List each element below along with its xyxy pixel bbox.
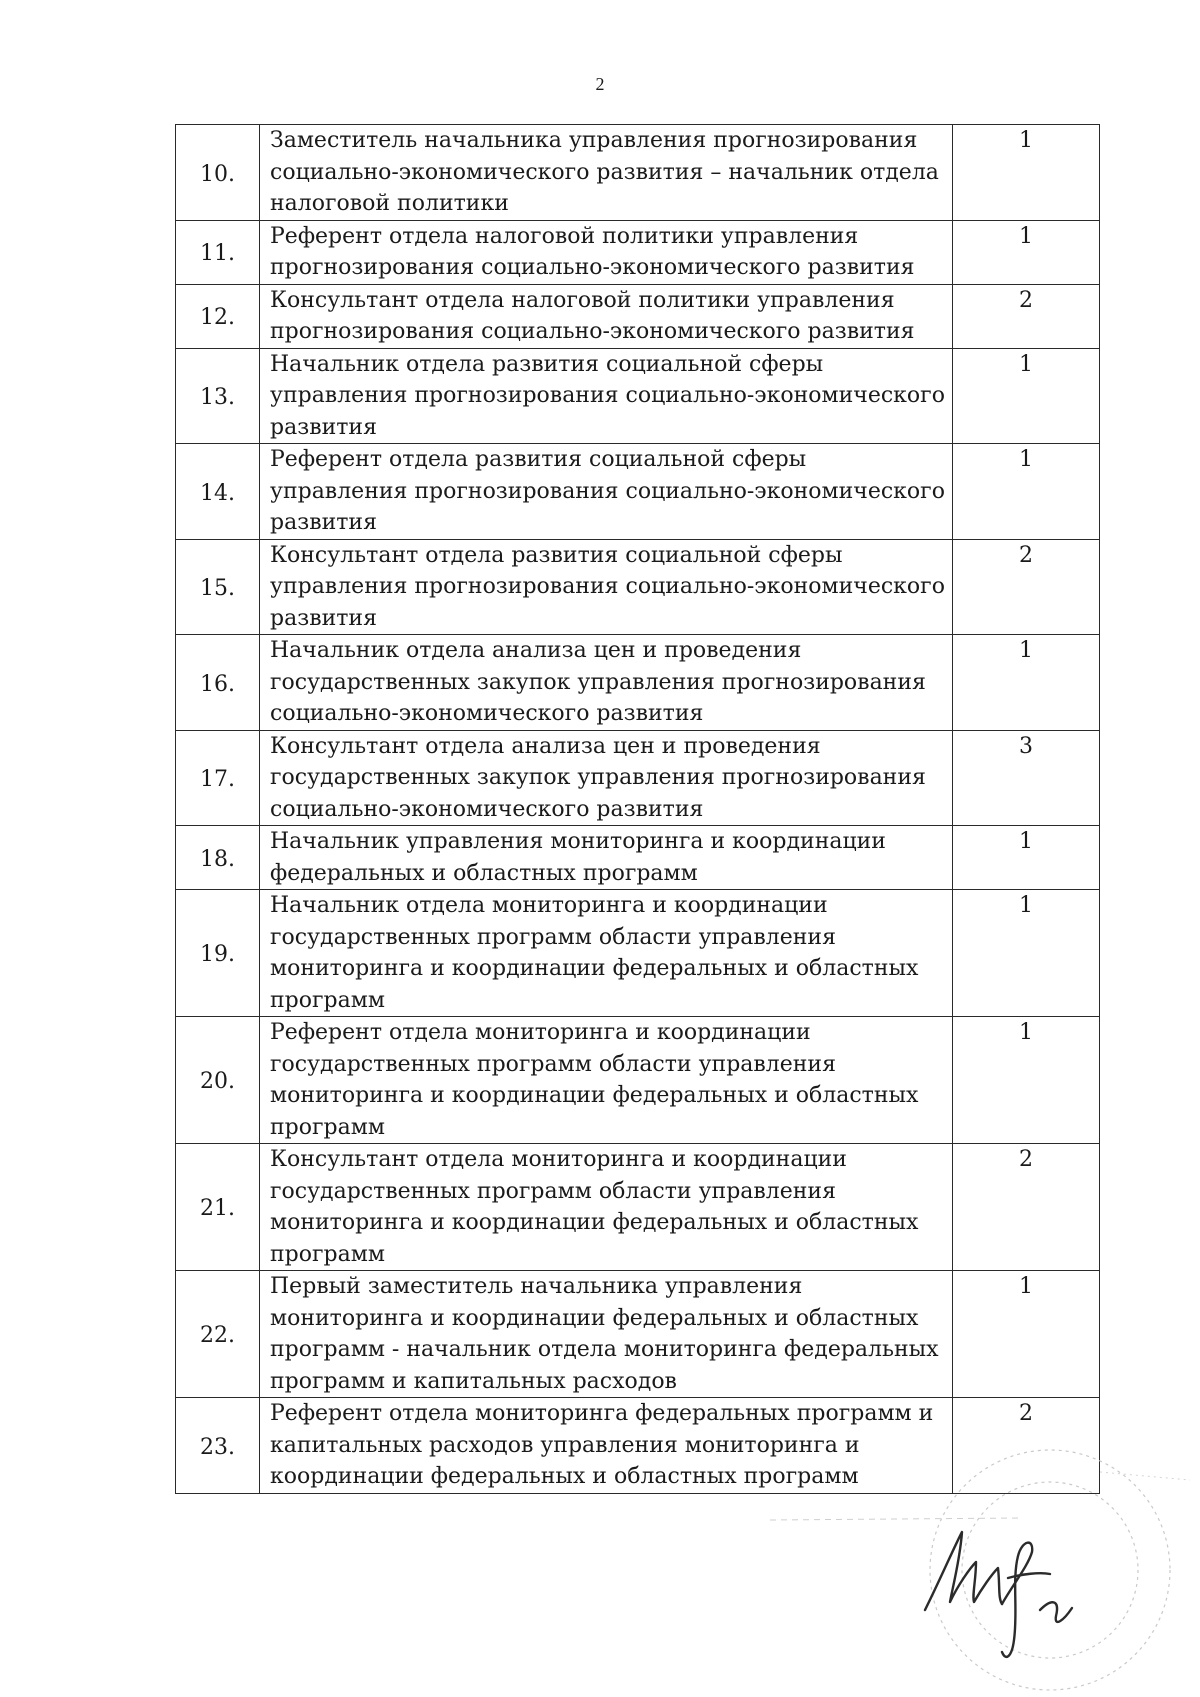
position-count: 2: [953, 1144, 1100, 1271]
row-number: 23.: [176, 1398, 260, 1494]
position-title: Референт отдела развития социальной сферы управления прогнозирования социально-экономического развития: [260, 444, 953, 540]
table-row: [176, 1144, 1100, 1271]
position-title: Начальник управления мониторинга и координации федеральных и областных программ: [260, 826, 953, 890]
table-row: [176, 125, 1100, 221]
position-count: 1: [953, 826, 1100, 890]
signature: [900, 1490, 1200, 1690]
position-title: Референт отдела налоговой политики управления прогнозирования социально-экономического развития: [260, 220, 953, 284]
position-count: 1: [953, 125, 1100, 221]
position-count: 2: [953, 1398, 1100, 1494]
table-row: [176, 826, 1100, 890]
table-row: [176, 730, 1100, 826]
row-number: 10.: [176, 125, 260, 221]
row-number: 22.: [176, 1271, 260, 1398]
position-title: Консультант отдела налоговой политики управления прогнозирования социально-экономического развития: [260, 284, 953, 348]
position-title: Начальник отдела развития социальной сферы управления прогнозирования социально-экономического развития: [260, 348, 953, 444]
position-title: Консультант отдела анализа цен и проведения государственных закупок управления прогнозирования социально-экономического развития: [260, 730, 953, 826]
position-count: 2: [953, 539, 1100, 635]
table-row: [176, 444, 1100, 540]
position-title: Начальник отдела мониторинга и координации государственных программ области управления мониторинга и координации федеральных и областных программ: [260, 890, 953, 1017]
row-number: 14.: [176, 444, 260, 540]
position-count: 1: [953, 1271, 1100, 1398]
position-count: 1: [953, 348, 1100, 444]
position-title: Начальник отдела анализа цен и проведения государственных закупок управления прогнозирования социально-экономического развития: [260, 635, 953, 731]
position-count: 1: [953, 444, 1100, 540]
row-number: 17.: [176, 730, 260, 826]
position-title: Референт отдела мониторинга и координации государственных программ области управления мониторинга и координации федеральных и областных программ: [260, 1017, 953, 1144]
row-number: 18.: [176, 826, 260, 890]
row-number: 13.: [176, 348, 260, 444]
position-title: Заместитель начальника управления прогнозирования социально-экономического развития – начальник отдела налоговой политики: [260, 125, 953, 221]
row-number: 11.: [176, 220, 260, 284]
position-count: 1: [953, 890, 1100, 1017]
position-count: 1: [953, 635, 1100, 731]
row-number: 20.: [176, 1017, 260, 1144]
position-count: 3: [953, 730, 1100, 826]
position-count: 1: [953, 1017, 1100, 1144]
position-title: Консультант отдела развития социальной сферы управления прогнозирования социально-экономического развития: [260, 539, 953, 635]
table-row: [176, 539, 1100, 635]
table-row: [176, 348, 1100, 444]
table-row: [176, 284, 1100, 348]
table-row: [176, 1271, 1100, 1398]
row-number: 12.: [176, 284, 260, 348]
position-title: Консультант отдела мониторинга и координации государственных программ области управления мониторинга и координации федеральных и областных программ: [260, 1144, 953, 1271]
page-number: 2: [595, 74, 605, 94]
table-row: [176, 1017, 1100, 1144]
table-row: [176, 635, 1100, 731]
row-number: 15.: [176, 539, 260, 635]
position-count: 2: [953, 284, 1100, 348]
row-number: 16.: [176, 635, 260, 731]
row-number: 21.: [176, 1144, 260, 1271]
table-row: [176, 220, 1100, 284]
position-count: 1: [953, 220, 1100, 284]
position-title: Первый заместитель начальника управления мониторинга и координации федеральных и областных программ - начальник отдела мониторинга федеральных программ и капитальных расходов: [260, 1271, 953, 1398]
position-title: Референт отдела мониторинга федеральных программ и капитальных расходов управления мониторинга и координации федеральных и областных программ: [260, 1398, 953, 1494]
row-number: 19.: [176, 890, 260, 1017]
positions-table: [175, 124, 1100, 1494]
table-row: [176, 890, 1100, 1017]
